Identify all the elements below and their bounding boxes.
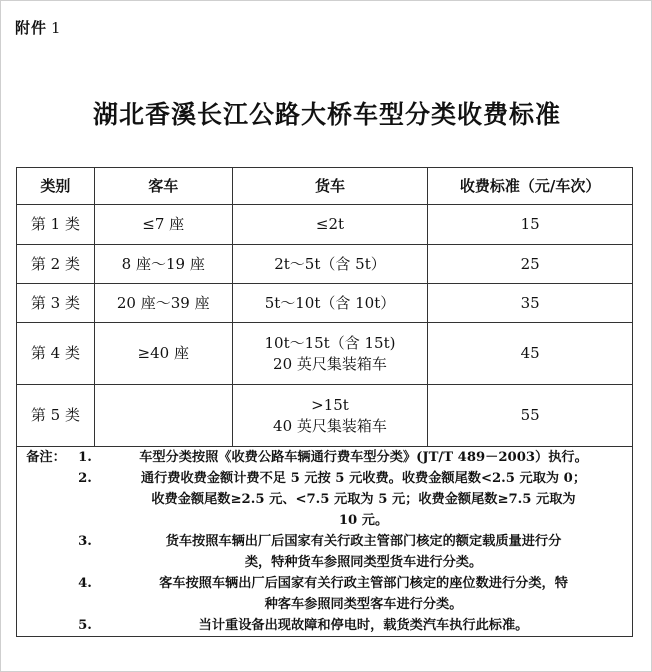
cell-fee: 45 [428, 323, 633, 385]
attachment-label: 附件 1 [15, 19, 62, 37]
truck-line: >15t [311, 395, 349, 414]
cell-truck: 5t～10t（含 10t） [232, 284, 428, 323]
note-item-continued: 收费金额尾数≥2.5 元、<7.5 元取为 5 元；收费金额尾数≥7.5 元取为 [151, 492, 576, 507]
table-row [17, 245, 633, 284]
cell-category: 第 5 类 [17, 385, 95, 447]
table-row [17, 205, 633, 245]
notes-row [17, 447, 633, 637]
note-item: 3. 货车按照车辆出厂后国家有关行政主管部门核定的额定载质量进行分 [78, 534, 562, 549]
header-truck: 货车 [232, 168, 428, 205]
table-row [17, 385, 633, 447]
cell-fee: 25 [428, 245, 633, 284]
cell-bus [94, 385, 232, 447]
cell-fee: 55 [428, 385, 633, 447]
note-item-continued: 10 元。 [338, 513, 389, 528]
cell-bus: ≤7 座 [94, 205, 232, 245]
header-category: 类别 [17, 168, 95, 205]
notes-label: 备注： [26, 450, 66, 465]
header-bus: 客车 [94, 168, 232, 205]
cell-fee: 15 [428, 205, 633, 245]
note-item-continued: 种客车参照同类型客车进行分类。 [264, 597, 463, 612]
cell-truck [232, 385, 428, 447]
cell-bus: 20 座～39 座 [94, 284, 232, 323]
table-row [17, 323, 633, 385]
cell-bus: 8 座～19 座 [94, 245, 232, 284]
header-fee: 收费标准（元/车次） [428, 168, 633, 205]
note-item-continued: 类，特种货车参照同类型货车进行分类。 [244, 555, 483, 570]
cell-category: 第 1 类 [17, 205, 95, 245]
cell-truck: 2t～5t（含 5t） [232, 245, 428, 284]
note-item: 2. 通行费收费金额计费不足 5 元按 5 元收费。收费金额尾数<2.5 元取为 0； [78, 471, 587, 486]
cell-fee: 35 [428, 284, 633, 323]
note-item: 备注： 1. 车型分类按照《收费公路车辆通行费车型分类》(JT/T 489－2003）执行。 [17, 447, 632, 468]
fee-table [16, 167, 633, 637]
cell-category: 第 4 类 [17, 323, 95, 385]
table-header-row [17, 168, 633, 205]
truck-line: 20 英尺集装箱车 [273, 354, 387, 373]
cell-truck [232, 323, 428, 385]
truck-line: 40 英尺集装箱车 [273, 416, 387, 435]
cell-truck: ≤2t [232, 205, 428, 245]
cell-category: 第 2 类 [17, 245, 95, 284]
note-item: 4. 客车按照车辆出厂后国家有关行政主管部门核定的座位数进行分类，特 [78, 576, 568, 591]
note-item: 5. 当计重设备出现故障和停电时，载货类汽车执行此标准。 [78, 618, 529, 633]
cell-bus: ≥40 座 [94, 323, 232, 385]
page-title: 湖北香溪长江公路大桥车型分类收费标准 [92, 100, 561, 129]
cell-category: 第 3 类 [17, 284, 95, 323]
notes-cell [17, 447, 633, 637]
table-row [17, 284, 633, 323]
truck-line: 10t～15t（含 15t) [264, 333, 396, 352]
